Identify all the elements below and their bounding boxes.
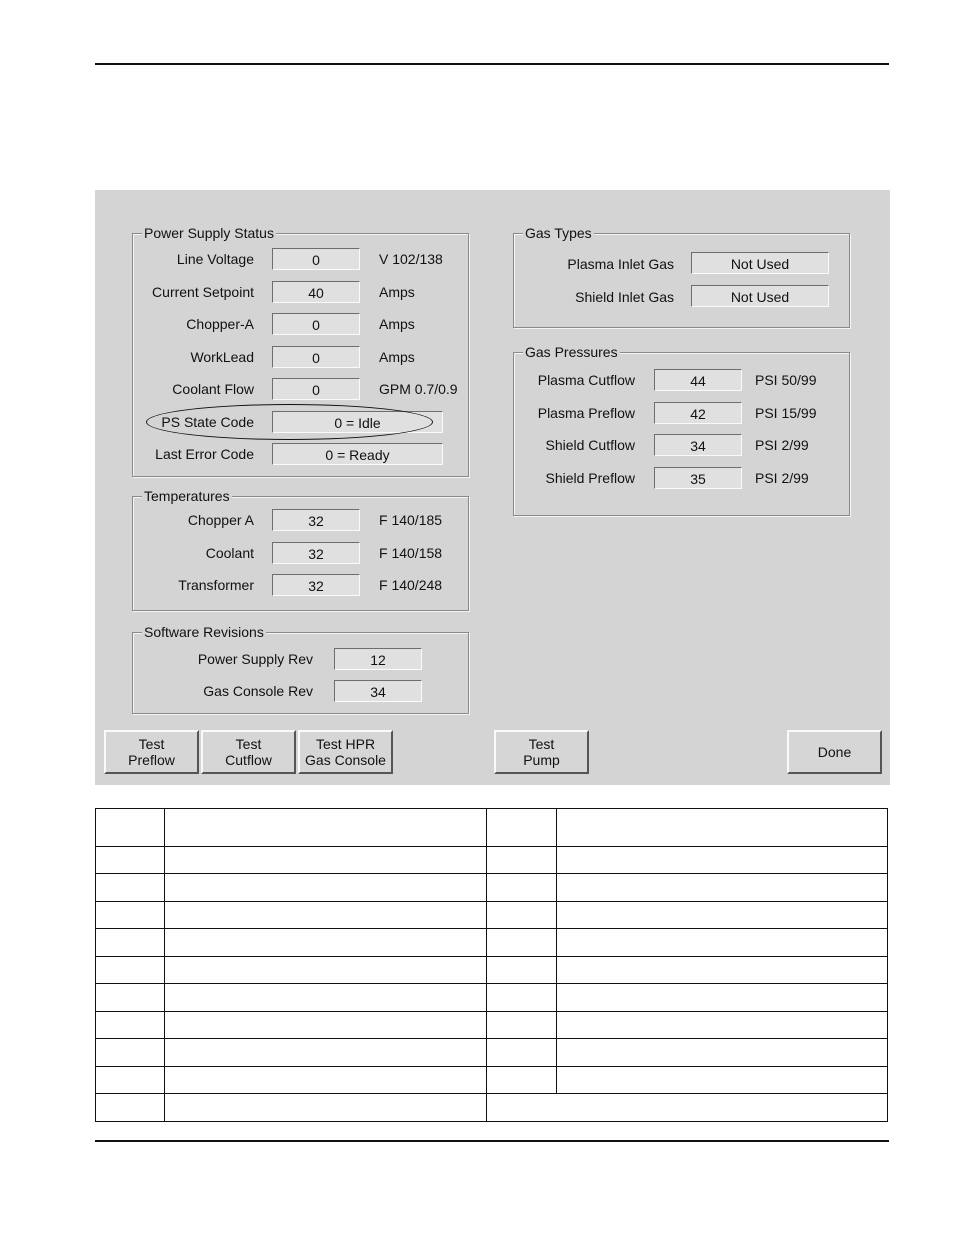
top-rule <box>95 63 889 65</box>
plasma-inlet-gas-label: Plasma Inlet Gas <box>567 256 674 272</box>
table-header-row <box>96 809 888 847</box>
gas-console-rev-label: Gas Console Rev <box>203 683 313 699</box>
coolant-flow-unit: GPM 0.7/0.9 <box>379 381 458 397</box>
current-setpoint-label: Current Setpoint <box>152 284 254 300</box>
power-supply-status-title: Power Supply Status <box>144 225 274 241</box>
diagnostics-panel <box>95 190 890 785</box>
table-row <box>96 929 888 957</box>
plasma-preflow-field: 42 <box>654 402 742 424</box>
plasma-cutflow-field: 44 <box>654 369 742 391</box>
coolant-temp-label: Coolant <box>205 545 254 561</box>
plasma-preflow-label: Plasma Preflow <box>537 405 635 421</box>
transformer-temp-unit: F 140/248 <box>379 577 443 593</box>
coolant-temp-field: 32 <box>272 542 360 564</box>
chopper-a-temp-field: 32 <box>272 509 360 531</box>
gas-console-rev-field: 34 <box>334 680 422 702</box>
shield-cutflow-field: 34 <box>654 434 742 456</box>
temperatures-title: Temperatures <box>144 488 230 504</box>
plasma-preflow-unit: PSI 15/99 <box>755 405 817 421</box>
worklead-field: 0 <box>272 346 360 368</box>
table-row <box>96 984 888 1012</box>
chopper-a-current-label: Chopper-A <box>186 316 254 332</box>
software-revisions-title: Software Revisions <box>144 624 264 640</box>
table-row <box>96 1012 888 1039</box>
table-row <box>96 1094 888 1122</box>
shield-preflow-unit: PSI 2/99 <box>755 470 809 486</box>
shield-preflow-field: 35 <box>654 467 742 489</box>
temperatures-group <box>132 488 469 611</box>
ps-state-code-field: 0 = Idle <box>272 411 443 433</box>
plasma-inlet-gas-field: Not Used <box>691 252 829 274</box>
transformer-temp-label: Transformer <box>178 577 254 593</box>
done-button[interactable]: Done <box>787 730 882 774</box>
power-supply-rev-field: 12 <box>334 648 422 670</box>
test-preflow-button[interactable]: Test Preflow <box>104 730 199 774</box>
shield-inlet-gas-field: Not Used <box>691 285 829 307</box>
ps-state-code-highlight-oval <box>146 404 433 440</box>
chopper-a-current-unit: Amps <box>379 316 415 332</box>
ps-state-code-label: PS State Code <box>161 414 254 430</box>
coolant-temp-unit: F 140/158 <box>379 545 443 561</box>
bottom-rule <box>95 1140 889 1142</box>
current-setpoint-unit: Amps <box>379 284 415 300</box>
shield-cutflow-unit: PSI 2/99 <box>755 437 809 453</box>
power-supply-rev-label: Power Supply Rev <box>197 651 313 667</box>
last-error-code-label: Last Error Code <box>155 446 254 462</box>
chopper-a-current-field: 0 <box>272 313 360 335</box>
power-supply-status-group <box>132 225 469 477</box>
transformer-temp-field: 32 <box>272 574 360 596</box>
test-cutflow-button[interactable]: Test Cutflow <box>201 730 296 774</box>
shield-cutflow-label: Shield Cutflow <box>545 437 635 453</box>
gas-types-group <box>513 225 850 328</box>
table-row <box>96 847 888 874</box>
coolant-flow-label: Coolant Flow <box>172 381 254 397</box>
table-row <box>96 902 888 929</box>
shield-preflow-label: Shield Preflow <box>545 470 635 486</box>
test-hpr-gas-console-button[interactable]: Test HPR Gas Console <box>298 730 393 774</box>
line-voltage-label: Line Voltage <box>176 251 254 267</box>
last-error-code-field: 0 = Ready <box>272 443 443 465</box>
worklead-label: WorkLead <box>190 349 254 365</box>
table-row <box>96 1039 888 1067</box>
shield-inlet-gas-label: Shield Inlet Gas <box>575 289 674 305</box>
chopper-a-temp-unit: F 140/185 <box>379 512 443 528</box>
test-pump-button[interactable]: Test Pump <box>494 730 589 774</box>
table-row <box>96 1067 888 1094</box>
gas-pressures-title: Gas Pressures <box>525 344 618 360</box>
worklead-unit: Amps <box>379 349 415 365</box>
table-row <box>96 957 888 984</box>
callout-table <box>95 808 888 1122</box>
coolant-flow-field: 0 <box>272 378 360 400</box>
gas-pressures-group <box>513 344 850 516</box>
current-setpoint-field: 40 <box>272 281 360 303</box>
line-voltage-field: 0 <box>272 248 360 270</box>
software-revisions-group <box>132 624 469 714</box>
plasma-cutflow-label: Plasma Cutflow <box>537 372 635 388</box>
gas-types-title: Gas Types <box>525 225 592 241</box>
plasma-cutflow-unit: PSI 50/99 <box>755 372 817 388</box>
chopper-a-temp-label: Chopper A <box>187 512 254 528</box>
table-row <box>96 874 888 902</box>
line-voltage-unit: V 102/138 <box>379 251 443 267</box>
